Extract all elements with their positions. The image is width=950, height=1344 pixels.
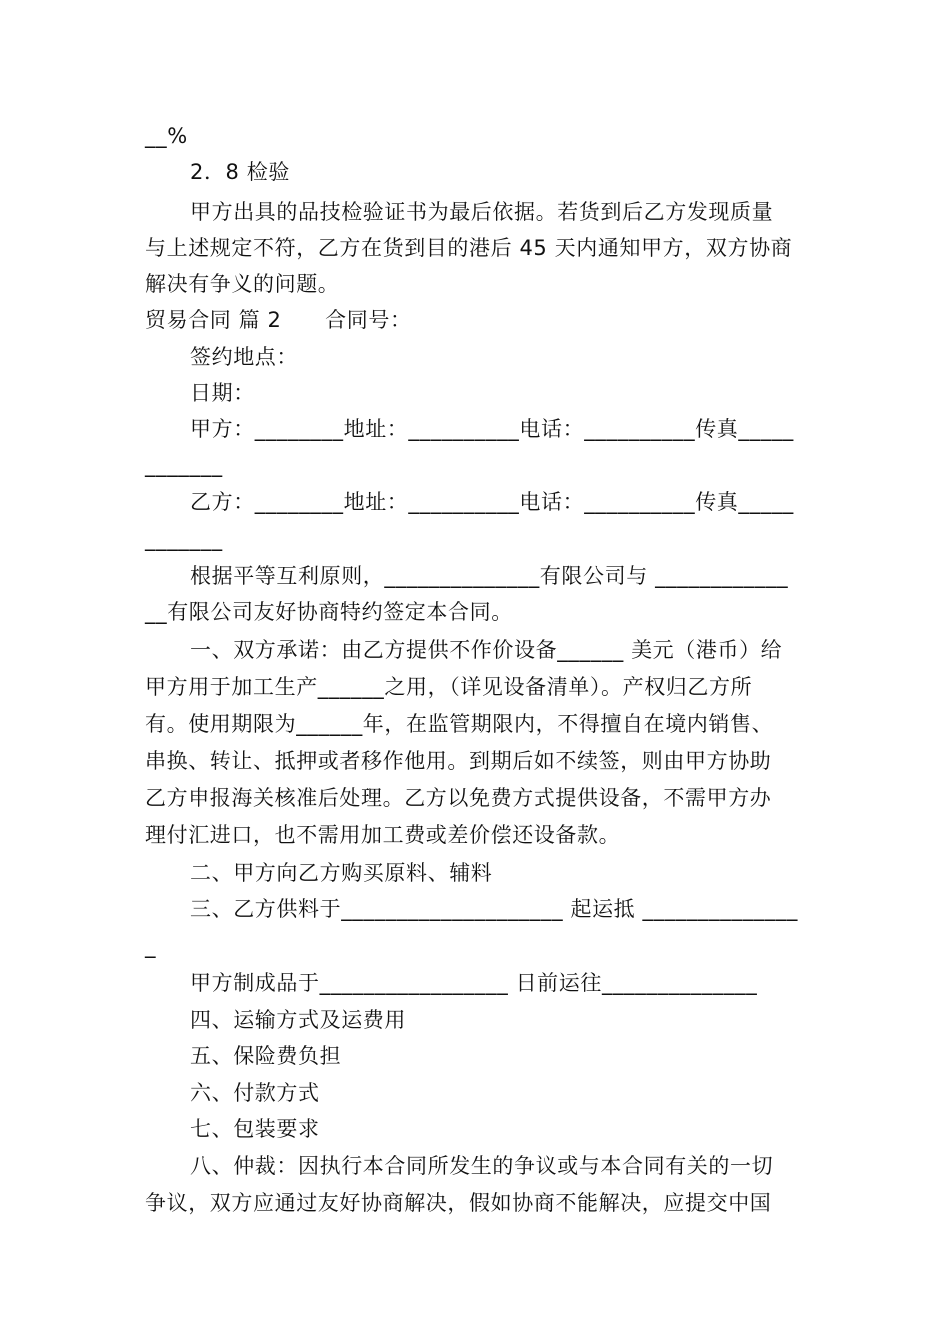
text-line: 三、乙方供料于____________________ 起运抵 ______________ — [190, 897, 798, 921]
text-line: 解决有争义的问题。 — [145, 272, 340, 296]
text-line: 日期： — [190, 381, 255, 405]
text-line: __% — [145, 124, 188, 148]
text-line: 七、包装要求 — [190, 1117, 320, 1141]
text-line: 根据平等互利原则，______________有限公司与 ____________ — [190, 564, 789, 588]
text-line: 一、双方承诺：由乙方提供不作价设备______ 美元（港币）给 — [190, 638, 783, 662]
text-line: __有限公司友好协商特约签定本合同。 — [145, 600, 513, 624]
text-line: 六、付款方式 — [190, 1081, 320, 1105]
text-line: 四、运输方式及运费用 — [190, 1008, 406, 1032]
text-line: 串换、转让、抵押或者移作他用。到期后如不续签，则由甲方协助 — [145, 749, 772, 773]
text-line: 甲方出具的品技检验证书为最后依据。若货到后乙方发现质量 — [190, 200, 774, 224]
text-line: 乙方：________地址：__________电话：__________传真_____ — [190, 490, 794, 514]
text-line: _______ — [145, 453, 223, 477]
text-line: 甲方用于加工生产______之用，（详见设备清单）。产权归乙方所 — [145, 675, 753, 699]
text-line: 八、仲裁：因执行本合同所发生的争议或与本合同有关的一切 — [190, 1154, 774, 1178]
section-heading: 2．8 检验 — [190, 160, 290, 184]
text-line: 与上述规定不符，乙方在货到目的港后 45 天内通知甲方，双方协商 — [145, 236, 793, 260]
text-line: 签约地点： — [190, 345, 298, 369]
text-line: 有。使用期限为______年，在监管期限内，不得擅自在境内销售、 — [145, 712, 774, 736]
text-line: _______ — [145, 527, 223, 551]
text-line: 二、甲方向乙方购买原料、辅料 — [190, 861, 493, 885]
text-line: 五、保险费负担 — [190, 1044, 342, 1068]
text-line: 甲方制成品于_________________ 日前运往______________ — [190, 971, 758, 995]
text-line: _ — [145, 934, 157, 958]
text-line: 甲方：________地址：__________电话：__________传真_____ — [190, 417, 794, 441]
text-line: 乙方申报海关核准后处理。乙方以免费方式提供设备，不需甲方办 — [145, 786, 772, 810]
text-line: 争议，双方应通过友好协商解决，假如协商不能解决，应提交中国 — [145, 1191, 772, 1215]
text-line: 理付汇进口，也不需用加工费或差价偿还设备款。 — [145, 823, 621, 847]
contract-heading: 贸易合同 篇 2 合同号： — [145, 308, 412, 332]
